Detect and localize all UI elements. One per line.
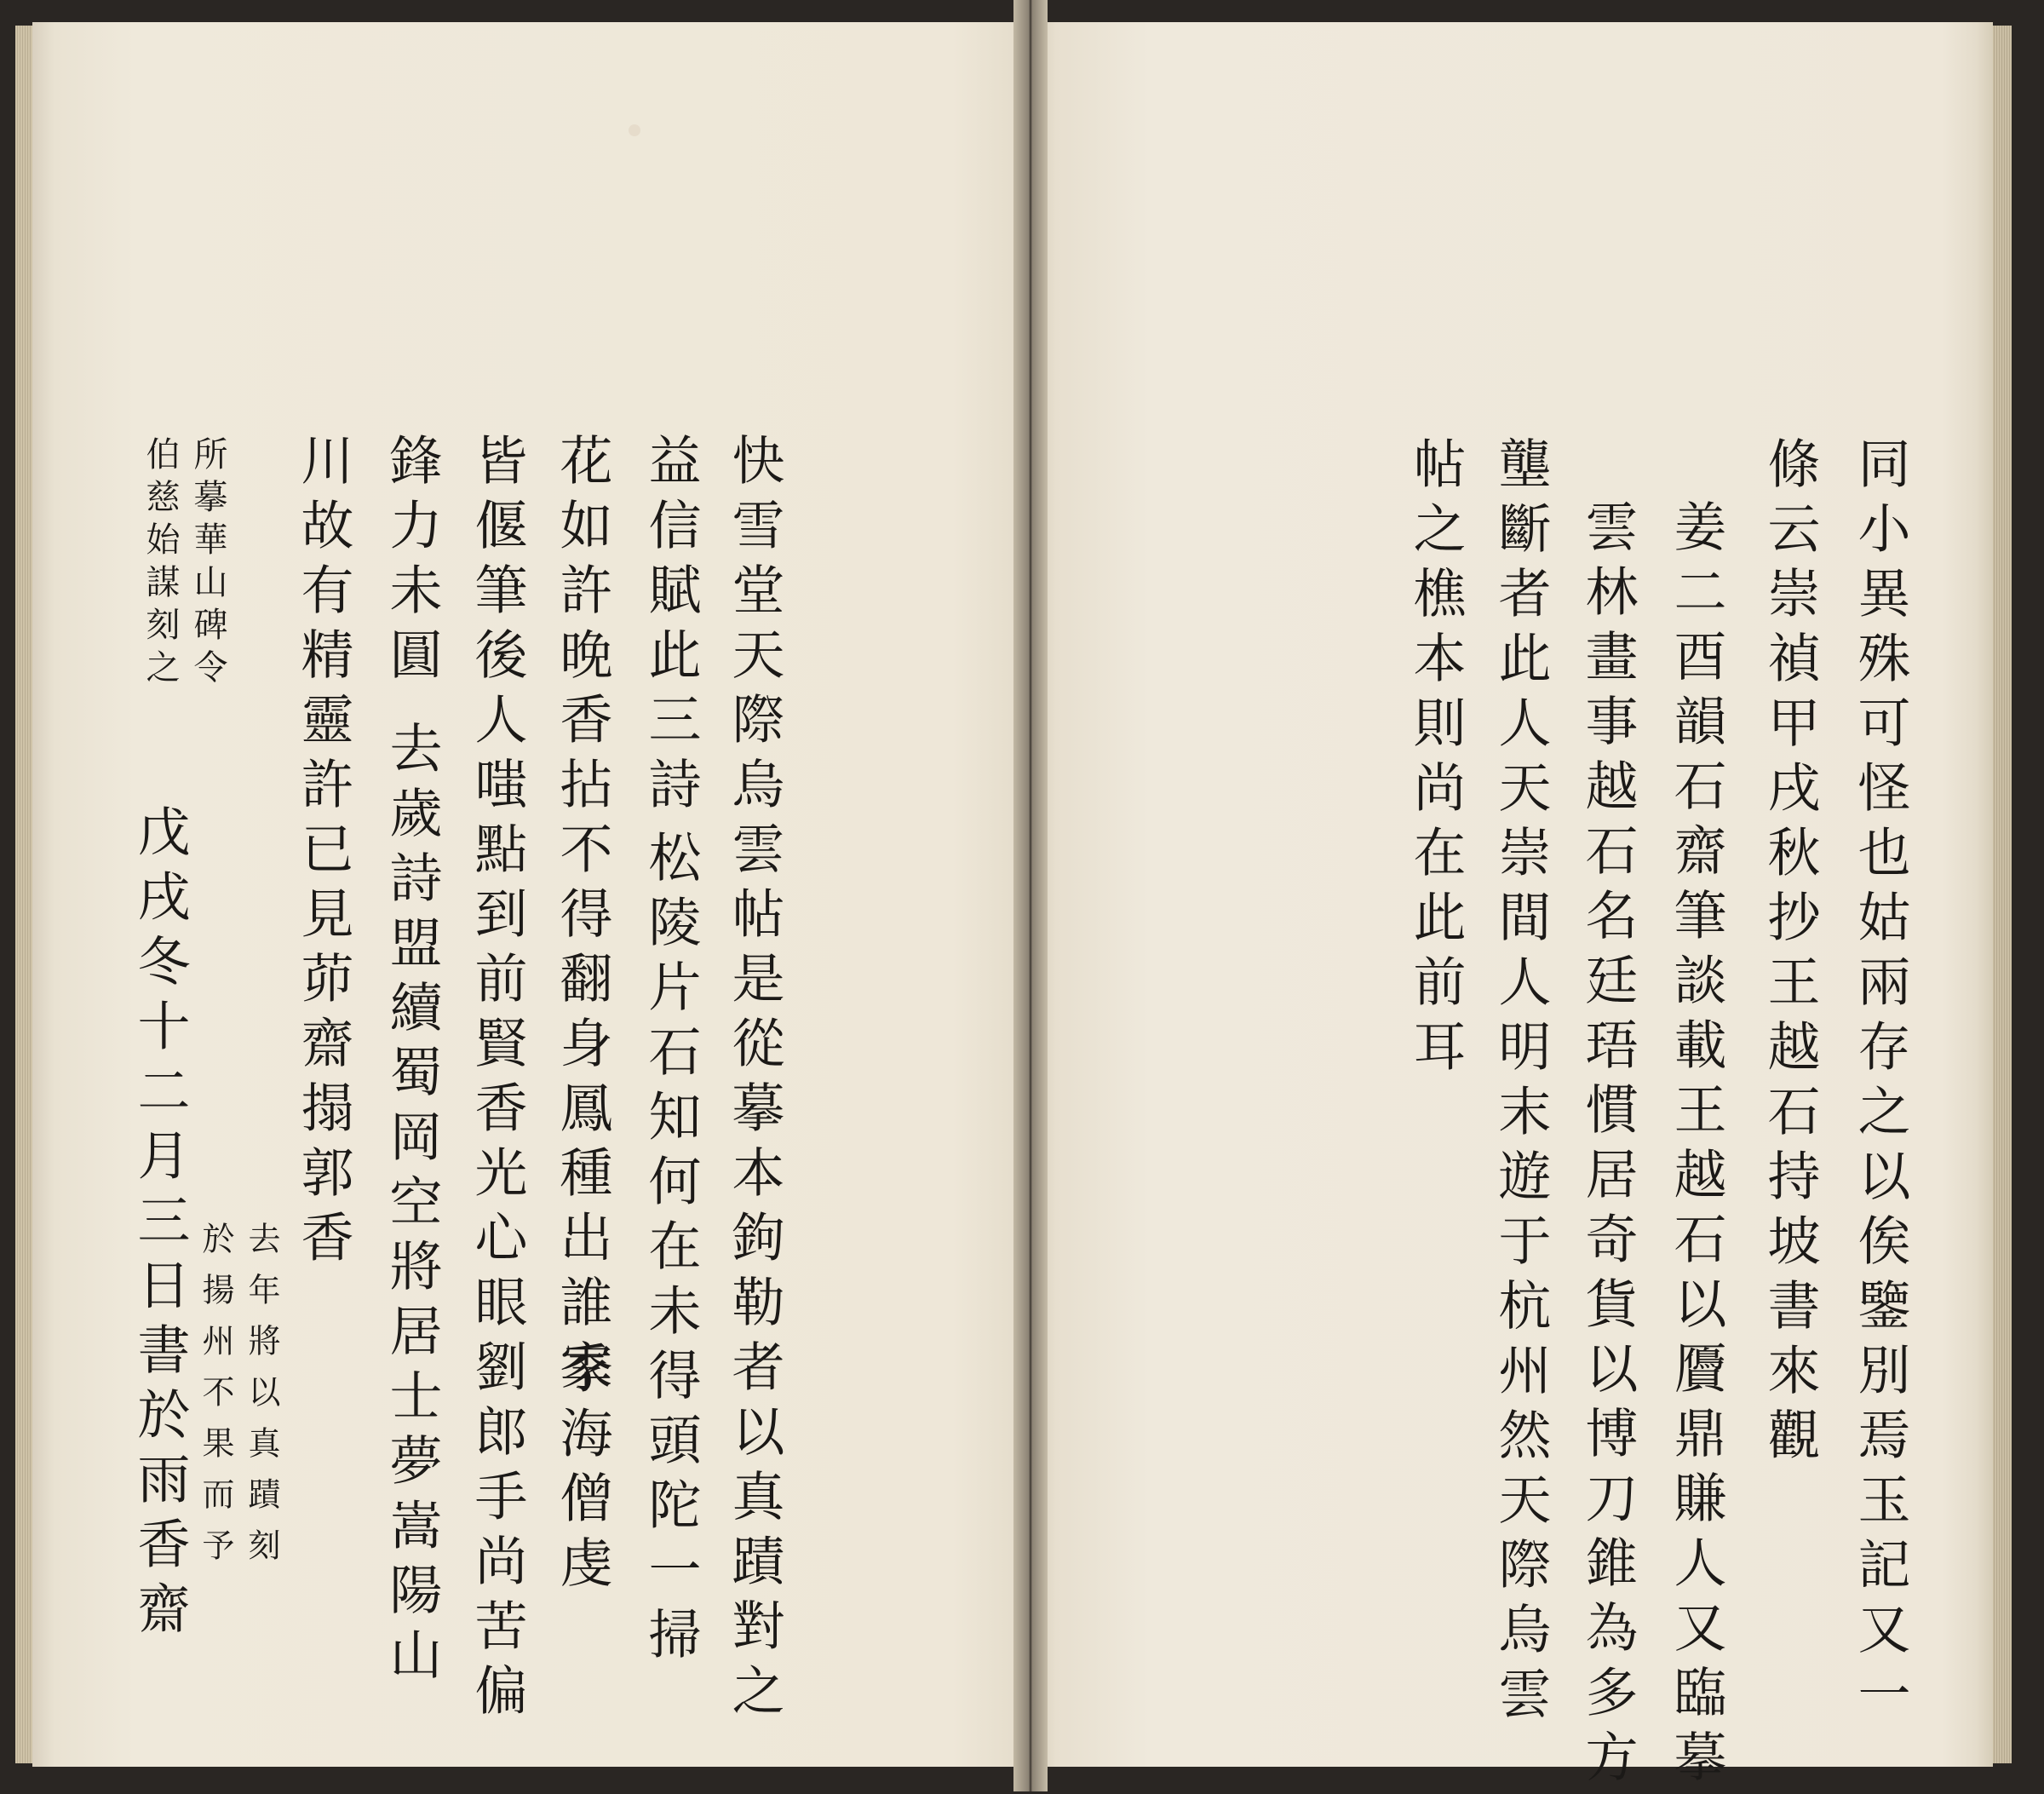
left-note-3: 去年將以真蹟刻 — [243, 1222, 280, 1579]
right-column-5: 壟斷者此人天崇間人明末遊于杭州然天際烏雲 — [1490, 436, 1552, 1731]
right-column-4: 雲林畫事越石名廷珸慣居奇貨以博刀錐為多方 — [1576, 499, 1639, 1794]
left-column-6: 川故有精靈許已見茆齋搨郭香 — [292, 433, 354, 1274]
left-note-1: 所摹華山碑令 — [188, 436, 227, 692]
left-page-edges — [15, 26, 34, 1763]
left-column-2b: 松陵片石知何在未得頭陀一掃 — [640, 830, 702, 1671]
book-gutter — [1013, 0, 1048, 1791]
right-page — [1031, 22, 1993, 1794]
left-column-1: 快雪堂天際烏雲帖是從摹本鉤勒者以真蹟對之 — [723, 433, 785, 1728]
left-column-5: 鋒力未圓 — [381, 433, 443, 692]
left-column-3b: 季海僧虔 — [551, 1341, 613, 1600]
left-page — [32, 22, 1027, 1767]
left-note-2: 伯慈始謀刻之 — [141, 436, 180, 692]
left-column-date: 戊戌冬十二月三日書於雨香齋 — [129, 804, 191, 1646]
right-column-3: 姜二酉韻石齋筆談載王越石以贗鼎賺人又臨摹 — [1665, 499, 1727, 1794]
left-column-5b: 去歲詩盟續蜀岡空將居士夢嵩陽山 — [381, 721, 443, 1692]
left-note-4: 於揚州不果而予 — [197, 1222, 234, 1579]
left-column-2: 益信賦此三詩 — [640, 433, 702, 821]
right-column-6: 帖之樵本則尚在此前耳 — [1404, 436, 1467, 1084]
right-column-1: 同小異殊可怪也姑兩存之以俟鑒別焉玉記又一 — [1849, 436, 1911, 1731]
left-column-3: 花如許晚香拈不得翻身鳳種出誰家 — [551, 433, 613, 1404]
left-column-4: 皆偃筆後人嗤點到前賢香光心眼劉郎手尚苦偏 — [466, 433, 528, 1728]
right-column-2: 條云崇禎甲戌秋抄王越石持坡書來觀 — [1759, 436, 1821, 1472]
